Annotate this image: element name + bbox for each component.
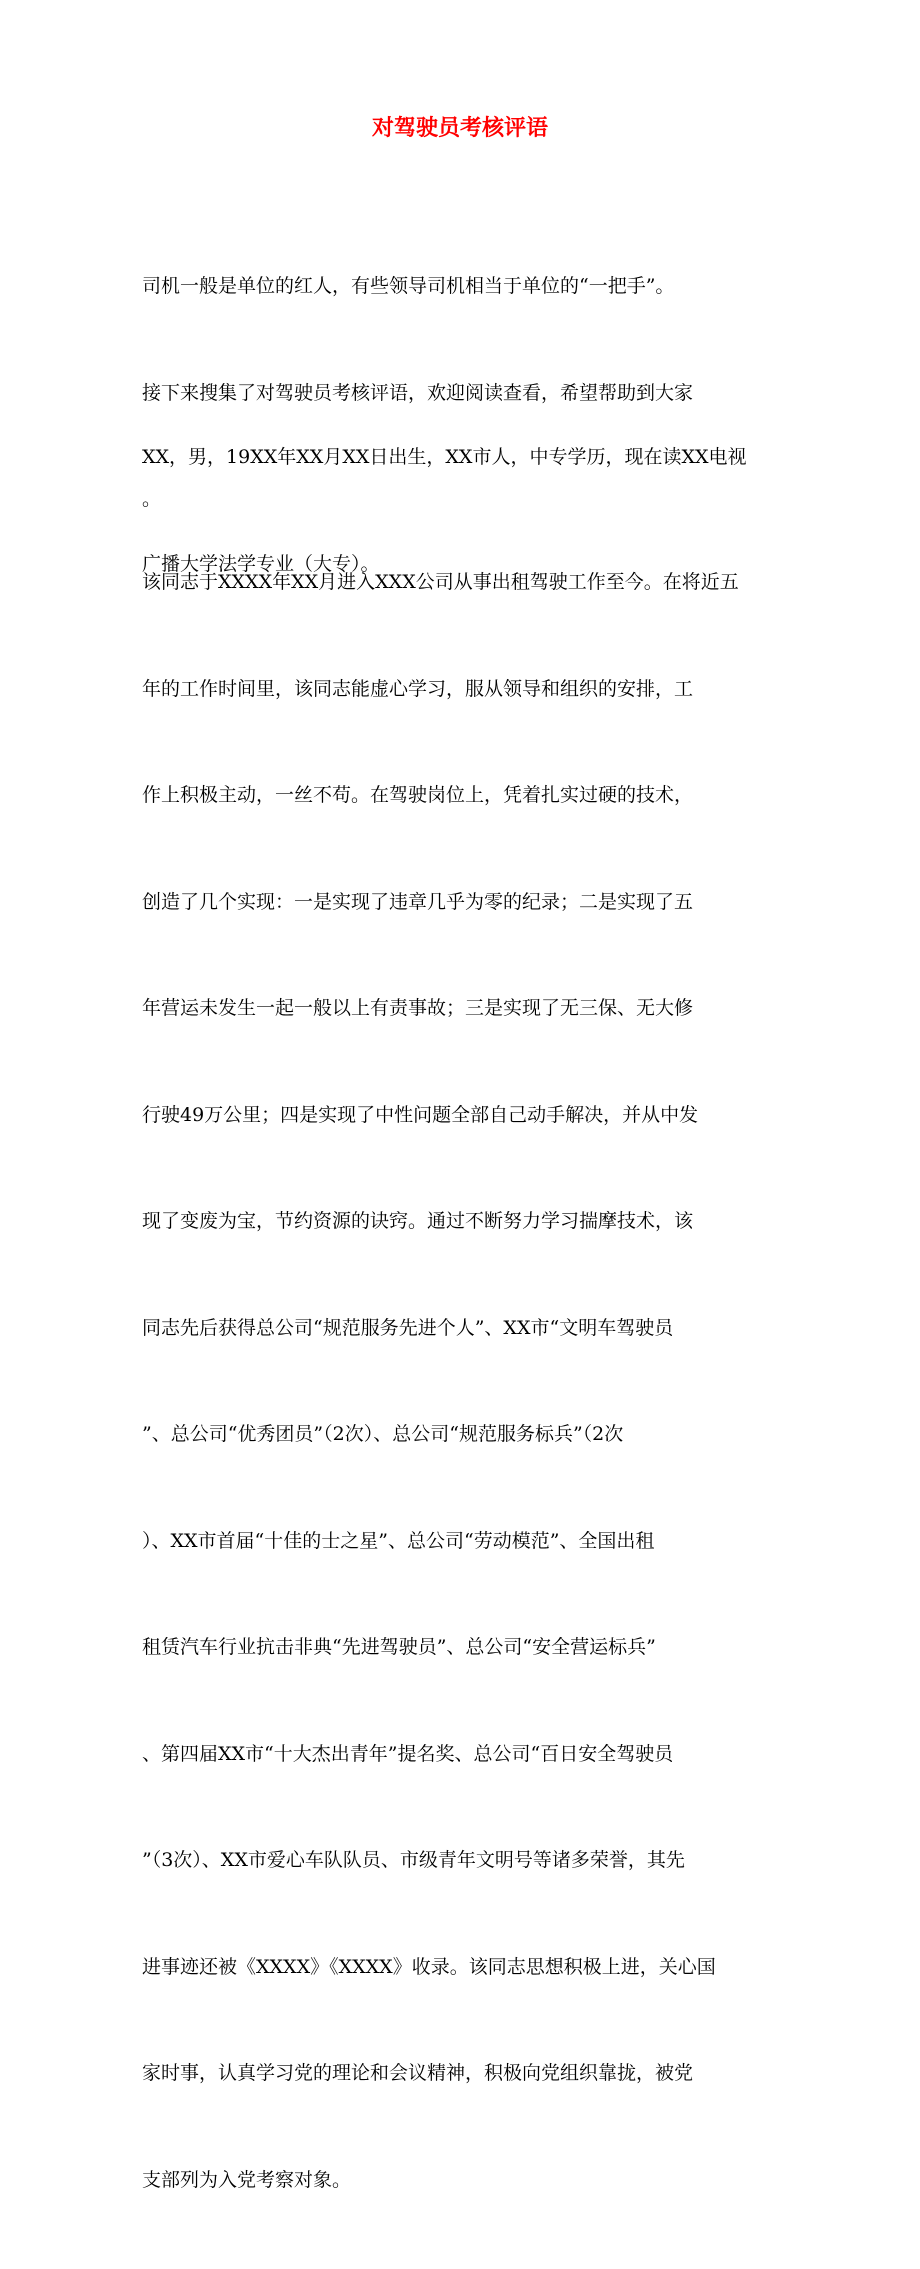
text-line: 广播大学法学专业（大专）。 — [142, 552, 380, 575]
text-line: 现了变废为宝，节约资源的诀窍。通过不断努力学习揣摩技术，该 — [142, 1210, 694, 1232]
text-line: 接下来搜集了对驾驶员考核评语，欢迎阅读查看，希望帮助到大家 — [142, 381, 694, 404]
text-line: 、第四届XX市“十大杰出青年”提名奖、总公司“百日安全驾驶员 — [142, 1742, 674, 1765]
text-line: 租赁汽车行业抗击非典“先进驾驶员”、总公司“安全营运标兵” — [142, 1636, 656, 1658]
text-line: 进事迹还被《XXXX》《XXXX》收录。该同志思想积极上进，关心国 — [142, 1955, 716, 1978]
text-line: 同志先后获得总公司“规范服务先进个人”、XX市“文明车驾驶员 — [142, 1316, 674, 1339]
text-line: 年的工作时间里，该同志能虚心学习，服从领导和组织的安排，工 — [142, 677, 694, 700]
text-line: 行驶49万公里；四是实现了中性问题全部自己动手解决，并从中发 — [142, 1103, 699, 1126]
text-line: 年营运未发生一起一般以上有责事故；三是实现了无三保、无大修 — [142, 997, 694, 1019]
text-line: 司机一般是单位的红人，有些领导司机相当于单位的“一把手”。 — [142, 275, 675, 297]
text-line: 该同志于XXXX年XX月进入XXX公司从事出租驾驶工作至今。在将近五 — [142, 571, 739, 593]
text-line: ）、XX市首届“十佳的士之星”、总公司“劳动模范”、全国出租 — [142, 1529, 655, 1552]
text-line: 作上积极主动，一丝不苟。在驾驶岗位上，凭着扎实过硬的技术， — [142, 784, 694, 806]
text-line: ”、总公司“优秀团员”（2次）、总公司“规范服务标兵”（2次 — [142, 1423, 624, 1445]
text-line: XX，男，19XX年XX月XX日出生，XX市人，中专学历，现在读XX电视 — [142, 446, 747, 468]
paragraph-evaluation — [142, 494, 782, 2269]
text-line: 创造了几个实现：一是实现了违章几乎为零的纪录；二是实现了五 — [142, 890, 694, 913]
text-line: 支部列为入党考察对象。 — [142, 2168, 352, 2191]
text-line: ”（3次）、XX市爱心车队队员、市级青年文明号等诸多荣誉，其先 — [142, 1849, 685, 1871]
document-title: 对驾驶员考核评语 — [371, 115, 548, 141]
text-line: 。 — [142, 488, 162, 510]
text-line: 家时事，认真学习党的理论和会议精神，积极向党组织靠拢，被党 — [142, 2062, 694, 2084]
